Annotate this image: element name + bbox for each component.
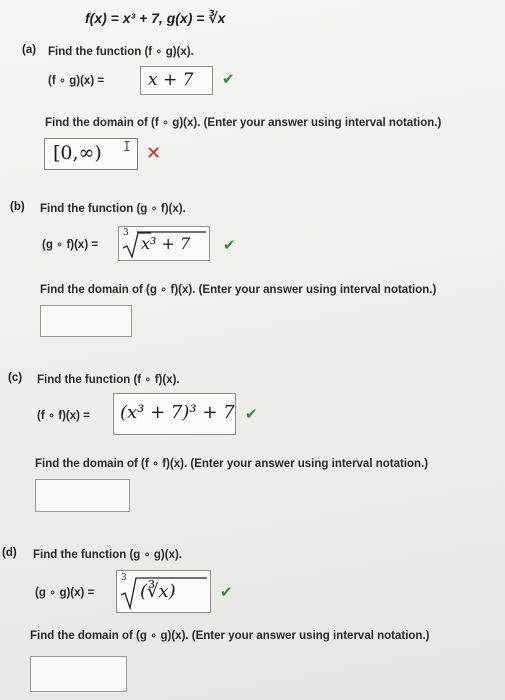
part-c-domain-input[interactable] xyxy=(35,479,130,512)
part-c-function-answer[interactable]: (x³ + 7)³ + 7 xyxy=(113,393,236,435)
g-definition: g(x) = ∛x xyxy=(166,10,226,26)
part-d-label: (d) xyxy=(2,547,17,559)
part-b-domain-input[interactable] xyxy=(40,305,132,337)
part-a-eq-label: (f ∘ g)(x) = xyxy=(48,75,105,87)
part-a-function-prompt: Find the function (f ∘ g)(x). xyxy=(48,46,194,58)
cube-root-index: 3 xyxy=(123,228,129,238)
problem-header xyxy=(85,10,225,27)
part-b-label: (b) xyxy=(10,201,25,213)
part-d-correct-icon: ✔ xyxy=(220,584,233,601)
part-a-label: (a) xyxy=(22,44,37,56)
part-b-radicand: x³ + 7 xyxy=(141,234,191,253)
part-b-correct-icon: ✔ xyxy=(223,237,236,254)
part-b-function-prompt: Find the function (g ∘ f)(x). xyxy=(40,203,186,215)
part-b-domain-prompt: Find the domain of (g ∘ f)(x). (Enter your answer using interval notation.) xyxy=(40,284,437,296)
part-d-function-prompt: Find the function (g ∘ g)(x). xyxy=(33,549,183,561)
part-b-eq-label: (g ∘ f)(x) = xyxy=(42,239,99,251)
part-c-correct-icon: ✔ xyxy=(245,406,258,423)
part-d-inner-root: (∛x) xyxy=(140,581,176,602)
cube-root-index: 3 xyxy=(121,573,127,583)
part-d-domain-input[interactable] xyxy=(30,656,127,692)
radical-overline xyxy=(118,226,210,261)
text-cursor-icon: I xyxy=(123,140,131,155)
part-a-function-answer[interactable]: x + 7 xyxy=(140,66,213,95)
part-d-function-answer[interactable] xyxy=(116,570,211,613)
part-c-label: (c) xyxy=(8,372,23,384)
part-a-correct-icon: ✔ xyxy=(222,71,235,88)
part-c-domain-prompt: Find the domain of (f ∘ f)(x). (Enter your answer using interval notation.) xyxy=(35,458,429,470)
part-a-domain-value: [0,∞) xyxy=(53,142,102,164)
part-a-domain-prompt: Find the domain of (f ∘ g)(x). (Enter your answer using interval notation.) xyxy=(45,117,442,129)
part-c-eq-label: (f ∘ f)(x) = xyxy=(37,410,90,422)
part-d-eq-label: (g ∘ g)(x) = xyxy=(35,587,95,599)
part-a-incorrect-icon: ✕ xyxy=(146,143,162,163)
f-definition: f(x) = x³ + 7, xyxy=(85,10,163,26)
part-d-domain-prompt: Find the domain of (g ∘ g)(x). (Enter your answer using interval notation.) xyxy=(30,630,430,642)
part-c-function-prompt: Find the function (f ∘ f)(x). xyxy=(37,374,180,386)
